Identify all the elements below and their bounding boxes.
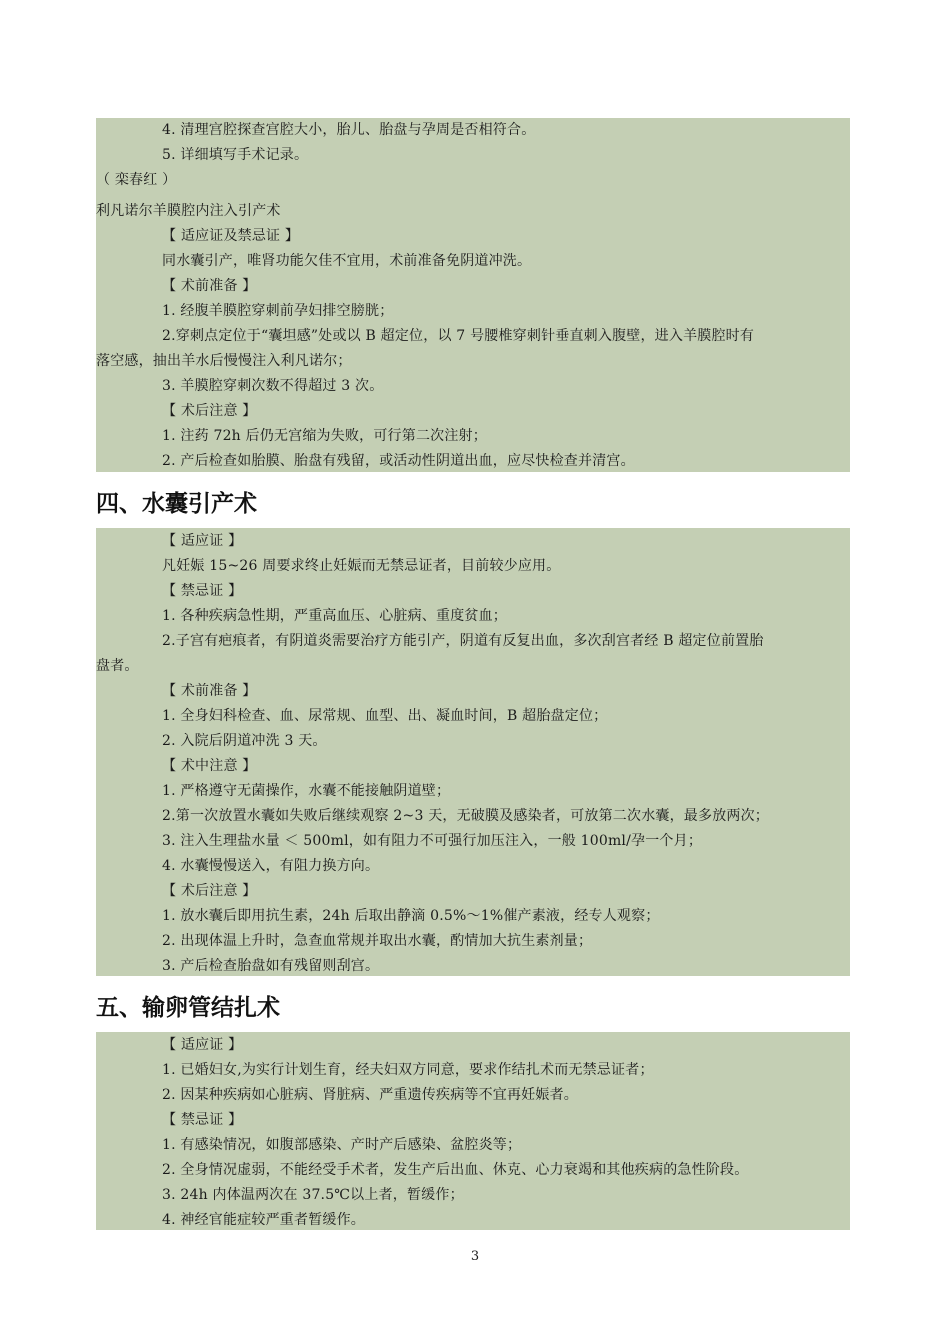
section-heading-4: 四、水囊引产术: [96, 491, 257, 517]
text-line: 3. 羊膜腔穿刺次数不得超过 3 次。: [162, 378, 384, 394]
text-line: 2. 入院后阴道冲洗 3 天。: [162, 733, 327, 749]
subsection-label: 【 术前准备 】: [162, 683, 257, 699]
subsection-label: 【 术后注意 】: [162, 883, 257, 899]
text-line: 2. 因某种疾病如心脏病、肾脏病、严重遗传疾病等不宜再妊娠者。: [162, 1087, 579, 1103]
subsection-label: 【 适应证及禁忌证 】: [162, 228, 300, 244]
text-line: 落空感，抽出羊水后慢慢注入利凡诺尔；: [96, 353, 352, 369]
text-line: 凡妊娠 15~26 周要求终止妊娠而无禁忌证者，目前较少应用。: [162, 558, 561, 574]
text-line: 1. 已婚妇女,为实行计划生育，经夫妇双方同意，要求作结扎术而无禁忌证者；: [162, 1062, 654, 1078]
text-line: 盘者。: [96, 658, 139, 674]
text-line: 3. 24h 内体温两次在 37.5℃以上者，暂缓作；: [162, 1187, 464, 1203]
text-line: 3. 注入生理盐水量 ＜ 500ml，如有阻力不可强行加压注入，一般 100ml/孕一个月；: [162, 833, 703, 849]
text-line: 1. 经腹羊膜腔穿刺前孕妇排空膀胱；: [162, 303, 394, 319]
text-line: 1. 注药 72h 后仍无宫缩为失败，可行第二次注射；: [162, 428, 487, 444]
text-line: 同水囊引产，唯肾功能欠佳不宜用，术前准备免阴道冲洗。: [162, 253, 532, 269]
subsection-label: 【 禁忌证 】: [162, 583, 243, 599]
text-line: 4. 水囊慢慢送入，有阻力换方向。: [162, 858, 380, 874]
text-line: 1. 各种疾病急性期，严重高血压、心脏病、重度贫血；: [162, 608, 508, 624]
text-line: 2. 出现体温上升时，急查血常规并取出水囊，酌情加大抗生素剂量；: [162, 933, 593, 949]
subsection-label: 【 术中注意 】: [162, 758, 257, 774]
text-line: 4. 神经官能症较严重者暂缓作。: [162, 1212, 366, 1228]
subsection-label: 【 适应证 】: [162, 533, 243, 549]
text-line: 1. 有感染情况，如腹部感染、产时产后感染、盆腔炎等；: [162, 1137, 522, 1153]
text-line: 1. 全身妇科检查、血、尿常规、血型、出、凝血时间，B 超胎盘定位；: [162, 708, 608, 724]
subsection-label: 【 术后注意 】: [162, 403, 257, 419]
text-line: 5. 详细填写手术记录。: [162, 147, 309, 163]
text-line: 3. 产后检查胎盘如有残留则刮宫。: [162, 958, 380, 974]
subsection-label: 【 术前准备 】: [162, 278, 257, 294]
text-line: 4. 清理宫腔探查宫腔大小，胎儿、胎盘与孕周是否相符合。: [162, 122, 536, 138]
text-line: 1. 严格遵守无菌操作，水囊不能接触阴道壁；: [162, 783, 451, 799]
section-heading-5: 五、输卵管结扎术: [96, 995, 280, 1021]
subsection-label: 【 禁忌证 】: [162, 1112, 243, 1128]
subsection-label: 【 适应证 】: [162, 1037, 243, 1053]
text-line: 2.穿刺点定位于“囊坦感”处或以 B 超定位，以 7 号腰椎穿刺针垂直刺入腹壁，进入羊膜腔时有: [162, 328, 755, 344]
text-line: 1. 放水囊后即用抗生素，24h 后取出静滴 0.5%～1%催产素液，经专人观察；: [162, 908, 660, 924]
section-subtitle: 利凡诺尔羊膜腔内注入引产术: [96, 203, 281, 219]
page-number: 3: [470, 1249, 480, 1264]
author-note: （ 栾春红 ）: [96, 172, 177, 188]
text-line: 2. 全身情况虚弱，不能经受手术者，发生产后出血、休克、心力衰竭和其他疾病的急性阶段。: [162, 1162, 749, 1178]
text-line: 2.子宫有疤痕者，有阴道炎需要治疗方能引产，阴道有反复出血，多次刮宫者经 B 超定位前置胎: [162, 633, 764, 649]
text-line: 2.第一次放置水囊如失败后继续观察 2~3 天，无破膜及感染者，可放第二次水囊，最多放两次；: [162, 808, 770, 824]
text-line: 2. 产后检查如胎膜、胎盘有残留，或活动性阴道出血，应尽快检查并清宫。: [162, 453, 635, 469]
